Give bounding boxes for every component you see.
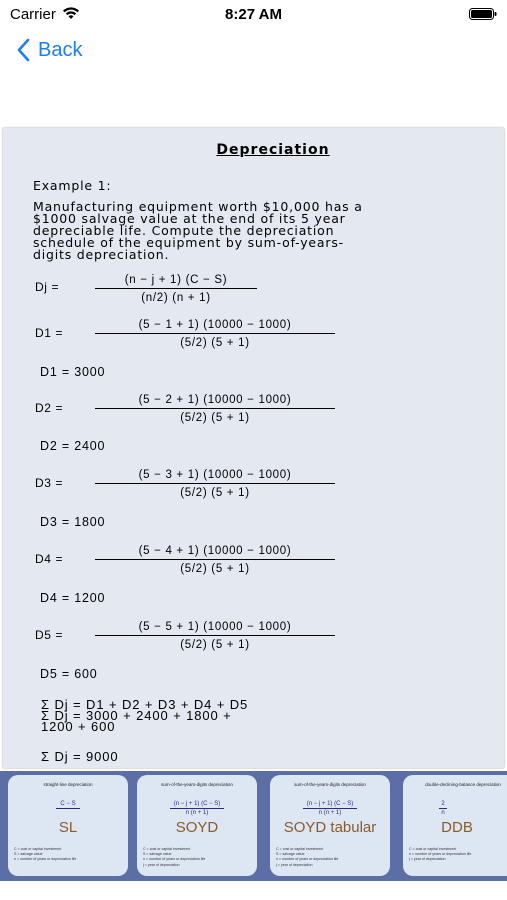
- step-lhs: D4 =: [35, 552, 64, 566]
- problem-line: schedule of the equipment by sum-of-years-: [33, 235, 344, 250]
- step-denominator: (5/2) (5 + 1): [180, 487, 250, 499]
- fraction-bar: [439, 808, 447, 809]
- card-numerator: (n − j + 1) (C − S): [306, 801, 354, 807]
- card-numerator: 2: [441, 801, 445, 807]
- sum-line: 1200 + 600: [41, 719, 116, 734]
- card-label: SOYD tabular: [283, 819, 377, 836]
- legend-line: C = cost or capital investment: [143, 847, 191, 851]
- formula-fraction: [95, 274, 257, 304]
- step-denominator: (5/2) (5 + 1): [180, 412, 250, 424]
- fraction-bar: [170, 808, 224, 809]
- step-result: D4 = 1200: [40, 591, 106, 605]
- fraction-bar: [303, 808, 357, 809]
- carrier-label: Carrier: [10, 6, 56, 23]
- card-header: sum-of-the-years-digits depreciation: [161, 782, 233, 787]
- battery-icon: [469, 8, 497, 20]
- chevron-left-icon: [16, 38, 30, 62]
- sum-total: Σ Dj = 9000: [41, 749, 119, 764]
- card-header: straight-line depreciation: [43, 782, 93, 787]
- method-carousel[interactable]: [0, 771, 507, 881]
- document-view[interactable]: [3, 128, 504, 768]
- step-lhs: D2 =: [35, 401, 64, 415]
- method-card-sl[interactable]: [8, 775, 128, 876]
- step-result: D5 = 600: [40, 667, 98, 681]
- legend-line: n = number of years or depreciation life: [143, 857, 206, 862]
- clock: 8:27 AM: [225, 6, 282, 23]
- status-bar: [0, 0, 507, 30]
- fraction-bar: [95, 288, 257, 289]
- method-card-soyd-tabular[interactable]: [270, 775, 390, 876]
- step-numerator: (5 − 5 + 1) (10000 − 1000): [138, 621, 292, 633]
- card-numerator: C − S: [60, 801, 76, 807]
- fraction-bar: [95, 635, 335, 636]
- card-formula: [413, 801, 473, 816]
- step-denominator: (5/2) (5 + 1): [180, 563, 250, 575]
- card-formula: [270, 801, 390, 816]
- problem-line: digits depreciation.: [33, 247, 170, 262]
- card-legend: [14, 847, 76, 863]
- card-label: DDB: [441, 819, 473, 836]
- fraction-bar: [95, 333, 335, 334]
- card-formula: [137, 801, 257, 816]
- legend-line: C = cost or capital investment: [276, 847, 324, 851]
- fraction-bar: [95, 483, 335, 484]
- legend-line: C = cost or capital investment: [14, 847, 62, 851]
- step-fraction: [95, 621, 335, 651]
- fraction-bar: [95, 559, 335, 560]
- card-numerator: (n − j + 1) (C − S): [173, 801, 221, 807]
- step-result: D3 = 1800: [40, 515, 106, 529]
- card-header: sum-of-the-years-digits depreciation: [294, 782, 366, 787]
- legend-line: n = number of years or depreciation life: [14, 857, 77, 862]
- legend-line: n = number of years or depreciation life: [409, 852, 472, 857]
- legend-line: S = salvage value: [14, 852, 43, 857]
- card-denominator: n (n + 1): [318, 810, 342, 816]
- fraction-bar: [56, 808, 80, 809]
- legend-line: C = cost or capital investment: [409, 847, 457, 851]
- card-denominator: n (n + 1): [185, 810, 209, 816]
- document-content: [33, 142, 473, 261]
- step-numerator: (5 − 4 + 1) (10000 − 1000): [138, 545, 292, 557]
- step-numerator: (5 − 2 + 1) (10000 − 1000): [138, 394, 292, 406]
- formula-denominator: (n/2) (n + 1): [141, 292, 211, 304]
- step-numerator: (5 − 3 + 1) (10000 − 1000): [138, 469, 292, 481]
- problem-line: $1000 salvage value at the end of its 5 year: [33, 211, 346, 226]
- legend-line: S = salvage value: [143, 852, 172, 857]
- step-fraction: [95, 394, 335, 424]
- back-button[interactable]: [16, 38, 82, 62]
- method-card-soyd[interactable]: [137, 775, 257, 876]
- step-lhs: D5 =: [35, 628, 64, 642]
- step-lhs: D1 =: [35, 326, 64, 340]
- fraction-bar: [95, 408, 335, 409]
- legend-line: S = salvage value: [276, 852, 305, 857]
- legend-line: j = year of depreciation: [409, 857, 446, 862]
- sum-line: Σ Dj = 3000 + 2400 + 1800 +: [41, 708, 232, 723]
- card-label: SOYD: [175, 819, 219, 836]
- sum-line: Σ Dj = D1 + D2 + D3 + D4 + D5: [41, 697, 249, 712]
- legend-line: j = year of depreciation: [143, 862, 180, 867]
- document-title: Depreciation: [216, 142, 330, 158]
- legend-line: n = number of years or depreciation life: [276, 857, 339, 862]
- card-header: double-declining-balance depreciation: [425, 782, 501, 787]
- card-legend: [276, 847, 338, 868]
- step-result: D1 = 3000: [40, 365, 106, 379]
- step-lhs: D3 =: [35, 476, 64, 490]
- back-label: Back: [38, 38, 83, 61]
- step-result: D2 = 2400: [40, 439, 106, 453]
- card-legend: [409, 847, 471, 863]
- card-formula: [8, 801, 128, 810]
- step-denominator: (5/2) (5 + 1): [180, 337, 250, 349]
- step-denominator: (5/2) (5 + 1): [180, 639, 250, 651]
- step-numerator: (5 − 1 + 1) (10000 − 1000): [138, 319, 292, 331]
- legend-line: j = year of depreciation: [276, 862, 313, 867]
- step-fraction: [95, 469, 335, 499]
- card-legend: [143, 847, 205, 868]
- step-fraction: [95, 545, 335, 575]
- step-fraction: [95, 319, 335, 349]
- method-card-ddb[interactable]: [403, 775, 507, 876]
- sum-expression: [41, 699, 248, 732]
- card-label: SL: [58, 819, 78, 836]
- problem-line: Manufacturing equipment worth $10,000 has a: [33, 199, 363, 214]
- card-denominator: n: [441, 810, 445, 816]
- problem-statement: [33, 201, 473, 261]
- formula-lhs: Dj =: [35, 280, 60, 294]
- problem-line: depreciable life. Compute the depreciation: [33, 223, 335, 238]
- formula-numerator: (n − j + 1) (C − S): [124, 274, 228, 286]
- example-heading: Example 1:: [33, 178, 112, 193]
